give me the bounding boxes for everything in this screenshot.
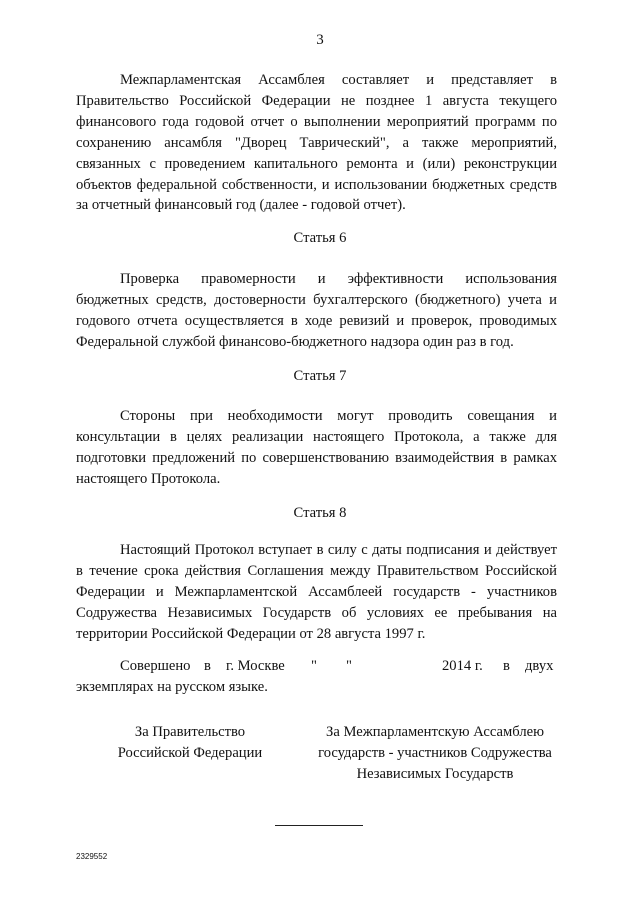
paragraph-audit: Проверка правомерности и эффективности использования бюджетных средств, достоверности бухгалтерского (бюджетного) учета и годового отчета осуществляется в ходе ревизий и проверок, проводимых Федеральной службой финансово-бюджетного надзора один раз в год. [76, 271, 557, 350]
signature-right-line3: Независимых Государств [356, 765, 514, 782]
signature-right-line2: государств - участников Содружества [318, 744, 552, 761]
paragraph-entry-into-force: Настоящий Протокол вступает в силу с даты подписания и действует в течение срока действия Соглашения между Правительством Российской Федерации и Межпарламентской Ассамблеей государств - участников Содружества Независимых Государств об условиях ее пребывания на территории Российской Федерации от 28 августа 1997 г. [76, 542, 557, 642]
date-quote-open: " [311, 658, 317, 674]
article-8-heading: Статья 8 [293, 505, 347, 521]
page-number: 3 [316, 32, 324, 48]
paragraph-consultations: Стороны при необходимости могут проводить совещания и консультации в целях реализации настоящего Протокола, а также для подготовки предложений по совершенствованию взаимодействия в рамках настоящего Протокола. [76, 408, 557, 487]
done-in: в [204, 658, 211, 674]
done-in-2: в [503, 658, 510, 674]
done-city: г. Москве [226, 658, 285, 674]
closing-rule [275, 825, 363, 826]
document-number: 2329552 [76, 852, 108, 861]
done-year: 2014 г. [442, 658, 483, 674]
done-continuation: экземплярах на русском языке. [76, 679, 268, 695]
signature-block-assembly [295, 722, 575, 785]
signature-left-line2: Российской Федерации [117, 744, 263, 761]
signature-block-government [100, 722, 280, 764]
date-quote-close: " [346, 658, 352, 674]
article-7-heading: Статья 7 [293, 368, 347, 384]
signature-left-line1: За Правительство [134, 724, 246, 740]
done-word: Совершено [120, 658, 191, 674]
paragraph-annual-report: Межпарламентская Ассамблея составляет и представляет в Правительство Российской Федерации не позднее 1 августа текущего финансового года годовой отчет о выполнении мероприятий программ по сохранению ансамбля "Дворец Таврический", а также мероприятий, связанных с проведением капитального ремонта и (или) реконструкции объектов федеральной собственности, и использовании бюджетных средств за отчетный финансовый год (далее - годовой отчет). [76, 72, 557, 214]
done-copies: двух [525, 658, 554, 674]
article-6-heading: Статья 6 [293, 230, 347, 246]
signature-right-line1: За Межпарламентскую Ассамблею [326, 724, 544, 740]
